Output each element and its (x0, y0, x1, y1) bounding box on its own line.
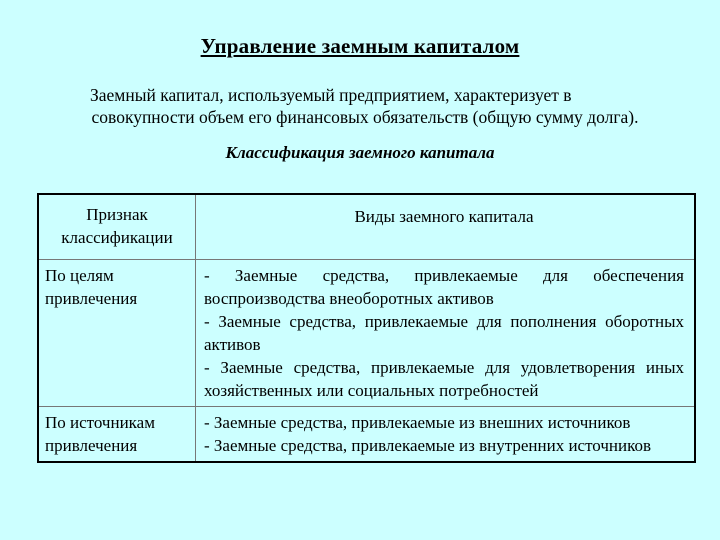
intro-paragraph (40, 84, 690, 128)
row-items (196, 406, 694, 461)
row-label (39, 259, 196, 406)
page-title: Управление заемным капиталом (200, 34, 520, 58)
table-row (39, 406, 694, 461)
row-label (39, 406, 196, 461)
row-label-line-1: По целям (45, 266, 114, 285)
list-item: - Заемные средства, привлекаемые из внутренних источников (204, 436, 652, 455)
row-items (196, 259, 694, 406)
list-item: - Заемные средства, привлекаемые для обеспечения воспроизводства внеоборотных активов (204, 266, 684, 308)
header-types: Виды заемного капитала (354, 207, 534, 226)
header-criterion (39, 195, 196, 259)
intro-line-1: Заемный капитал, используемый предприятием, характеризует в (90, 85, 572, 105)
intro-line-2: совокупности объем его финансовых обязательств (общую сумму долга). (91, 107, 639, 127)
row-label-line-2: привлечения (45, 289, 138, 308)
list-item: - Заемные средства, привлекаемые из внешних источников (204, 413, 631, 432)
header-criterion-line-2: классификации (61, 228, 173, 247)
row-label-line-2: привлечения (45, 436, 138, 455)
list-item: - Заемные средства, привлекаемые для пополнения оборотных активов (204, 312, 684, 354)
table-caption: Классификация заемного капитала (225, 143, 495, 162)
table-header-row (39, 195, 694, 259)
row-label-line-1: По источникам (45, 413, 155, 432)
classification-table (37, 193, 696, 463)
list-item: - Заемные средства, привлекаемые для удовлетворения иных хозяйственных или социальных потребностей (204, 358, 684, 400)
header-criterion-line-1: Признак (86, 205, 148, 224)
table-row (39, 259, 694, 406)
